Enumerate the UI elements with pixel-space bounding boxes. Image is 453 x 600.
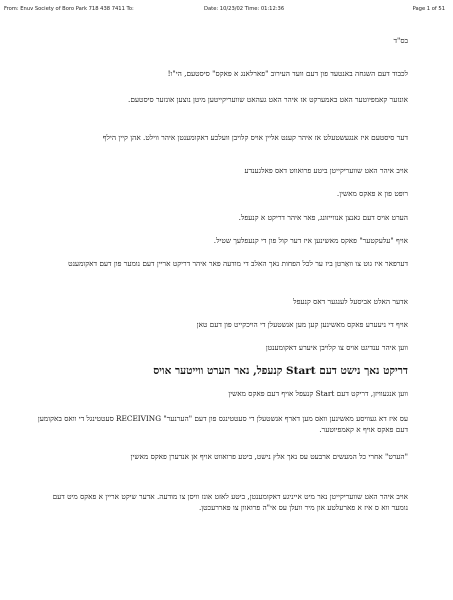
document-heading: דריקט נאך נישט דעם Start קנעפל, נאר הערט ווייטער אויס: [153, 365, 408, 377]
instruction-electric-fax: אויף "עלעקטער" פאקס מאשינען איז דער קול פון די קנעפלעך שטיל.: [213, 236, 408, 245]
fax-header: [0, 0, 453, 14]
instruction-listen: הערט אויס דעם גאנצן אנווייזונג, פאר איהר דריקט א קנעפל.: [238, 213, 408, 222]
greeting-paragraph: לכבוד דעם השגחה באנטעד פון דעם וועד העירוב "פארלאנג א פאקס" סיסטעם, הי"ו!: [167, 69, 408, 78]
fax-sender: From: Enuv Society of Boro Park 718 438 7411 To:: [4, 6, 134, 12]
instruction-wait: דערפאר איז גוט צו וואַרטן ביז ער לכל הפחות נאך האלב די מודעה פאר איהר דריקט אריין דעם נומער פון דעם דאקומענט: [68, 259, 408, 268]
instruction-contact: אויב איהר האט שוועריקייטן נאר מיט אייניגע דאקומענטן, ביטע לאזט אונז וויסן צו מודעה. אדער שיקט אריין א פאקס מיט דעם נומער ווא ס איז א פארעלטע און מיר וועלן עס אי"ה פרואוון צו פאררעכטן.: [52, 492, 408, 512]
instruction-volume: אויף די ניעערע פאקס מאשינען קען מען אנשטעלן די הויכקייט פון דעם טאן: [196, 320, 408, 329]
bsd-mark: בס"ד: [393, 36, 408, 45]
paragraph-system: דער סיסטעם איז אנגעשטעלט אז איהר קענט אליין אויס קלויבן וועלכע דאקומענטן איהר ווילט. אהן קיין הילף: [102, 133, 408, 142]
instruction-finish: ווען איהר ענדיגט אויס צו קלויבן איערע דאקומענטן: [265, 343, 408, 352]
instruction-receiving: עס איז דא געוויסע מאשינען וואס מען דארף אנשטעלן די סעטטינגס פון דעם "הערנער" RECEIVING סעטטינגל די וואס באקומען דעם פאקס אויף א קאמפיוטער.: [37, 414, 408, 434]
fax-page-count: Page 1 of 51: [412, 6, 445, 12]
fax-date-time: Date: 10/23/02 Time: 01:12:36: [204, 6, 285, 12]
paragraph-try-following: אויב איהר האט שוועריקייטן ביטע פרואווט דאס פאלגענדע: [244, 166, 408, 175]
instruction-other-machine: "הערט" אחרי כל המעשים ארבעט עס נאך אלץ נישט, ביטע פרואווט אויף אן אנדערן פאקס מאשין: [130, 452, 408, 461]
instruction-start: ווען אנגעוויזן, דריקט דעם Start קנעפל אויף דעם פאקס מאשין: [228, 389, 408, 398]
instruction-hold: אדער האלט אביסעל לענגער דאס קנעפל: [293, 297, 408, 306]
instruction-call: רופט פון א פאקס מאשין.: [336, 189, 408, 198]
paragraph-notice: אונזער קאמפיוטער האט באמערקט אז איהר האט געהאט שוועריקייטען מיטן נוצען אונזער סיסטעם.: [128, 95, 408, 104]
